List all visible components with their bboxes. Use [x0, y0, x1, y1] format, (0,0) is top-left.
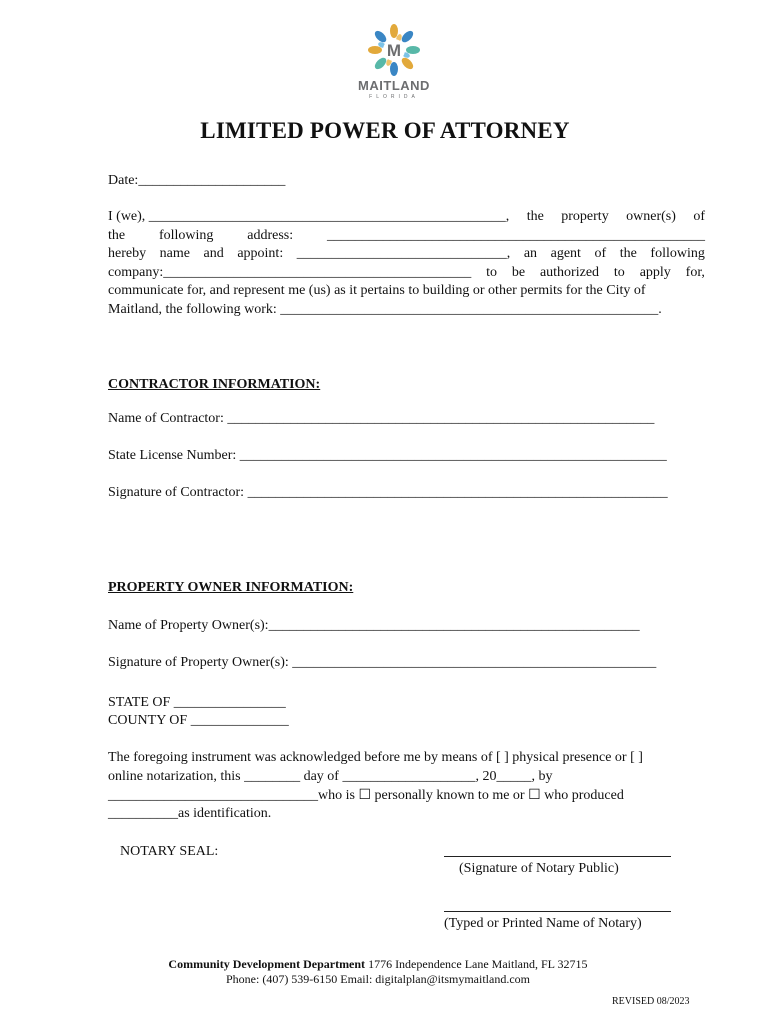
word: address: [247, 227, 294, 243]
notary-signature-label: (Signature of Notary Public) [459, 861, 619, 876]
page-title: LIMITED POWER OF ATTORNEY [200, 118, 570, 143]
intro-line-4 [108, 264, 705, 283]
contractor-heading: CONTRACTOR INFORMATION: [108, 377, 321, 392]
notary-printed-name-line[interactable] [444, 911, 671, 912]
footer-contact-line: Phone: (407) 539-6150 Email: digitalplan@itsmymaitland.com [225, 972, 530, 986]
intro-line-2 [108, 227, 705, 246]
word: to [613, 264, 625, 280]
word: following [650, 246, 705, 261]
city-logo [348, 22, 440, 102]
word: hereby [108, 246, 147, 261]
revision-label: REVISED 08/2023 [612, 996, 690, 1007]
property-owner-name-field[interactable]: Name of Property Owner(s):_____________________________________________________ [108, 618, 640, 633]
word: the [108, 227, 126, 243]
word: the [619, 246, 637, 261]
word: owner(s) [626, 209, 676, 224]
acknowledgement-line-2[interactable]: online notarization, this ________ day of ___________________, 20_____, by [108, 769, 553, 784]
address-field[interactable]: ______________________________________________________ [326, 227, 705, 243]
intro-paragraph [108, 208, 705, 319]
word: authorized [539, 264, 600, 280]
logo-subtitle: FLORIDA [369, 94, 419, 100]
acknowledgement-line-4[interactable]: __________as identification. [108, 806, 272, 821]
word: to [486, 264, 497, 280]
notary-seal-label: NOTARY SEAL: [120, 844, 219, 859]
acknowledgement-line-1: The foregoing instrument was acknowledged before me by means of [ ] physical presence or [ ] [108, 750, 643, 765]
intro-line-3 [108, 245, 705, 264]
intro-line-5: communicate for, and represent me (us) as it pertains to building or other permits for the City of [108, 283, 646, 298]
word: and [203, 246, 224, 261]
word: appoint: [237, 246, 284, 261]
word: of [594, 246, 607, 261]
notary-signature-line[interactable] [444, 856, 671, 857]
department-name: Community Development Department [168, 957, 366, 971]
department-address: 1776 Independence Lane Maitland, FL 32715 [365, 957, 588, 971]
word: name [159, 246, 190, 261]
agent-name-field[interactable]: ______________________________, [296, 246, 511, 261]
word: an [523, 246, 538, 261]
contractor-name-field[interactable]: Name of Contractor: _____________________________________________________________ [108, 411, 655, 426]
svg-text:M: M [386, 41, 402, 60]
company-field[interactable]: company:____________________________________________ [108, 264, 472, 280]
notary-printed-name-label: (Typed or Printed Name of Notary) [444, 916, 642, 931]
word: the [526, 209, 544, 224]
word: of [693, 209, 705, 224]
word: for, [685, 264, 705, 280]
word: agent [550, 246, 581, 261]
property-owner-heading: PROPERTY OWNER INFORMATION: [108, 580, 354, 595]
footer-address-line [0, 957, 756, 972]
state-of-field[interactable]: STATE OF ________________ [108, 695, 286, 710]
word: property [561, 209, 609, 224]
intro-line-1 [108, 208, 705, 227]
contractor-signature-field[interactable]: Signature of Contractor: ____________________________________________________________ [108, 485, 668, 500]
word: be [511, 264, 526, 280]
date-field[interactable]: Date:_____________________ [108, 173, 286, 188]
acknowledgement-line-3[interactable]: ______________________________who is ☐ personally known to me or ☐ who produced [108, 788, 624, 803]
property-owner-signature-field[interactable]: Signature of Property Owner(s): ____________________________________________________ [108, 655, 657, 670]
logo-wordmark: MAITLAND [358, 78, 430, 93]
owner-name-field[interactable]: I (we), ___________________________________________________, [108, 209, 510, 224]
maitland-flower-icon [364, 22, 424, 78]
work-description-field[interactable]: Maitland, the following work: ______________________________________________________. [108, 301, 662, 317]
state-license-field[interactable]: State License Number: _____________________________________________________________ [108, 448, 667, 463]
word: following [158, 227, 214, 243]
word: apply [639, 264, 671, 280]
county-of-field[interactable]: COUNTY OF ______________ [108, 713, 289, 728]
